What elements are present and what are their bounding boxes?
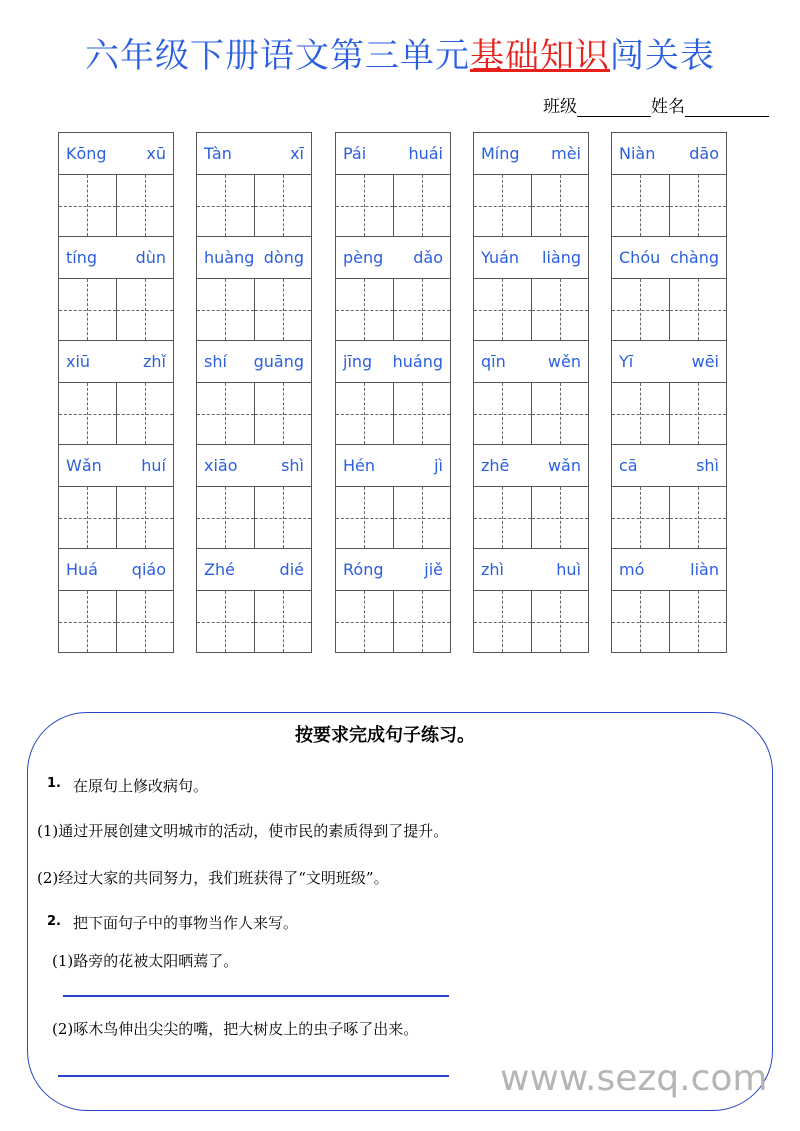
tianzige-cell[interactable] [117, 591, 174, 652]
pinyin-row [59, 133, 173, 175]
writing-grid [612, 591, 726, 652]
tianzige-cell[interactable] [394, 487, 451, 548]
tianzige-cell[interactable] [612, 487, 670, 548]
writing-grid [197, 175, 311, 237]
pinyin-row [59, 237, 173, 279]
pinyin-syllable: Chóu [619, 248, 661, 267]
pinyin-syllable: xī [290, 144, 304, 163]
pinyin-row [474, 341, 588, 383]
pinyin-syllable: dùn [135, 248, 166, 267]
tianzige-cell[interactable] [336, 487, 394, 548]
q1-prompt: 在原句上修改病句。 [73, 777, 209, 795]
pinyin-syllable: tíng [66, 248, 98, 267]
title-text-end: 闯关表 [610, 36, 715, 76]
writing-grid [197, 279, 311, 341]
pinyin-syllable: Wǎn [66, 456, 102, 475]
pinyin-row [612, 133, 726, 175]
pinyin-syllable: dòng [263, 248, 304, 267]
name-field[interactable] [685, 98, 769, 117]
tianzige-cell[interactable] [612, 175, 670, 236]
tianzige-cell[interactable] [474, 591, 532, 652]
name-row [543, 92, 769, 117]
pinyin-row [197, 133, 311, 175]
writing-grid [474, 175, 588, 237]
tianzige-cell[interactable] [336, 591, 394, 652]
writing-grid [336, 383, 450, 445]
writing-grid [59, 591, 173, 652]
writing-grid [612, 487, 726, 549]
pinyin-syllable: liàn [690, 560, 719, 579]
tianzige-cell[interactable] [197, 175, 255, 236]
word-column [335, 132, 451, 653]
pinyin-syllable: huái [408, 144, 443, 163]
pinyin-syllable: Zhé [204, 560, 235, 579]
tianzige-cell[interactable] [255, 279, 312, 340]
tianzige-cell[interactable] [532, 591, 589, 652]
pinyin-syllable: wēi [691, 352, 719, 371]
tianzige-cell[interactable] [59, 175, 117, 236]
pinyin-row [612, 341, 726, 383]
pinyin-syllable: chàng [669, 248, 719, 267]
tianzige-cell[interactable] [197, 591, 255, 652]
q2-prompt: 把下面句子中的事物当作人来写。 [73, 914, 299, 932]
pinyin-syllable: Huá [66, 560, 98, 579]
pinyin-row [59, 549, 173, 591]
tianzige-cell[interactable] [117, 175, 174, 236]
pinyin-row [474, 445, 588, 487]
tianzige-cell[interactable] [670, 591, 727, 652]
pinyin-syllable: Míng [481, 144, 520, 163]
writing-grid [197, 591, 311, 652]
pinyin-syllable: dāo [689, 144, 719, 163]
title-text: 六年级下册语文第三单元 [85, 36, 470, 76]
page-title [0, 28, 800, 77]
q2-number: 2. [47, 914, 61, 929]
pinyin-row [197, 445, 311, 487]
tianzige-cell[interactable] [255, 383, 312, 444]
pinyin-syllable: xū [146, 144, 166, 163]
writing-grid [197, 383, 311, 445]
writing-grid [197, 487, 311, 549]
pinyin-row [336, 445, 450, 487]
pinyin-syllable: shì [696, 456, 719, 475]
writing-grid [59, 279, 173, 341]
writing-grid [612, 383, 726, 445]
pinyin-row [612, 445, 726, 487]
tianzige-cell[interactable] [670, 175, 727, 236]
pinyin-row [336, 133, 450, 175]
pinyin-syllable: Pái [343, 144, 367, 163]
writing-grid [59, 487, 173, 549]
tianzige-cell[interactable] [394, 175, 451, 236]
pinyin-syllable: xiāo [204, 456, 238, 475]
writing-grid [336, 175, 450, 237]
class-label: 班级 [543, 97, 577, 117]
word-column [473, 132, 589, 653]
pinyin-row [59, 341, 173, 383]
pinyin-syllable: mèi [551, 144, 581, 163]
word-column [58, 132, 174, 653]
watermark: www.sezq.com [500, 1058, 768, 1099]
pinyin-row [197, 237, 311, 279]
pinyin-syllable: shì [281, 456, 304, 475]
pinyin-syllable: mó [619, 560, 645, 579]
pinyin-row [336, 341, 450, 383]
writing-grid [474, 383, 588, 445]
answer-line-2[interactable] [58, 1075, 449, 1077]
pinyin-syllable: Róng [343, 560, 384, 579]
writing-grid [474, 591, 588, 652]
pinyin-syllable: Niàn [619, 144, 656, 163]
pinyin-syllable: wǎn [547, 456, 581, 475]
pinyin-syllable: cā [619, 456, 638, 475]
pinyin-syllable: huí [141, 456, 166, 475]
answer-line-1[interactable] [63, 995, 449, 997]
pinyin-row [197, 549, 311, 591]
pinyin-row [474, 237, 588, 279]
tianzige-cell[interactable] [532, 279, 589, 340]
tianzige-cell[interactable] [255, 175, 312, 236]
pinyin-syllable: zhǐ [143, 352, 166, 371]
pinyin-syllable: jīng [343, 352, 373, 371]
pinyin-syllable: huì [556, 560, 581, 579]
pinyin-row [474, 133, 588, 175]
pinyin-syllable: liàng [542, 248, 581, 267]
tianzige-cell[interactable] [197, 383, 255, 444]
tianzige-cell[interactable] [394, 279, 451, 340]
pinyin-syllable: huàng [204, 248, 255, 267]
tianzige-cell[interactable] [59, 383, 117, 444]
tianzige-cell[interactable] [197, 279, 255, 340]
tianzige-cell[interactable] [474, 383, 532, 444]
title-highlight: 基础知识 [470, 36, 610, 76]
writing-grid [612, 175, 726, 237]
tianzige-cell[interactable] [670, 487, 727, 548]
writing-grid [474, 279, 588, 341]
tianzige-cell[interactable] [532, 383, 589, 444]
pinyin-syllable: qiáo [131, 560, 166, 579]
pinyin-row [612, 237, 726, 279]
pinyin-syllable: dǎo [413, 248, 443, 267]
pinyin-syllable: Hén [343, 456, 376, 475]
pinyin-syllable: jì [434, 456, 443, 475]
pinyin-syllable: zhì [481, 560, 504, 579]
exercise-title: 按要求完成句子练习。 [295, 725, 475, 746]
pinyin-syllable: jiě [424, 560, 443, 579]
pinyin-syllable: shí [204, 352, 227, 371]
pinyin-syllable: pèng [343, 248, 384, 267]
tianzige-cell[interactable] [59, 487, 117, 548]
word-column [196, 132, 312, 653]
q1-sentence-1[interactable]: (1)通过开展创建文明城市的活动，使市民的素质得到了提升。 [37, 822, 449, 840]
q1-sentence-2[interactable]: (2)经过大家的共同努力，我们班获得了“文明班级”。 [37, 869, 389, 887]
pinyin-row [612, 549, 726, 591]
pinyin-syllable: Tàn [204, 144, 232, 163]
tianzige-cell[interactable] [612, 279, 670, 340]
tianzige-cell[interactable] [197, 487, 255, 548]
writing-grid [59, 383, 173, 445]
pinyin-row [474, 549, 588, 591]
tianzige-cell[interactable] [336, 175, 394, 236]
pinyin-syllable: qīn [481, 352, 506, 371]
class-field[interactable] [577, 98, 651, 117]
pinyin-syllable: xiū [66, 352, 91, 371]
q1-number: 1. [47, 776, 61, 791]
pinyin-syllable: wěn [547, 352, 581, 371]
tianzige-cell[interactable] [336, 279, 394, 340]
q2-sentence-1: (1)路旁的花被太阳晒蔫了。 [52, 952, 239, 970]
tianzige-cell[interactable] [474, 175, 532, 236]
writing-grid [474, 487, 588, 549]
tianzige-cell[interactable] [670, 279, 727, 340]
pinyin-syllable: guāng [253, 352, 304, 371]
pinyin-syllable: zhē [481, 456, 510, 475]
pinyin-row [197, 341, 311, 383]
writing-grid [336, 487, 450, 549]
pinyin-syllable: Kōng [66, 144, 107, 163]
tianzige-cell[interactable] [117, 487, 174, 548]
tianzige-cell[interactable] [612, 591, 670, 652]
name-label: 姓名 [651, 97, 685, 117]
writing-grid [59, 175, 173, 237]
tianzige-cell[interactable] [474, 279, 532, 340]
tianzige-cell[interactable] [59, 279, 117, 340]
tianzige-cell[interactable] [394, 383, 451, 444]
q2-sentence-2: (2)啄木鸟伸出尖尖的嘴，把大树皮上的虫子啄了出来。 [52, 1020, 419, 1038]
tianzige-cell[interactable] [117, 279, 174, 340]
tianzige-cell[interactable] [532, 175, 589, 236]
writing-grid [612, 279, 726, 341]
pinyin-syllable: Yī [619, 352, 634, 371]
tianzige-cell[interactable] [255, 487, 312, 548]
writing-grid [336, 591, 450, 652]
tianzige-cell[interactable] [117, 383, 174, 444]
tianzige-cell[interactable] [532, 487, 589, 548]
pinyin-row [336, 237, 450, 279]
pinyin-row [59, 445, 173, 487]
pinyin-row [336, 549, 450, 591]
tianzige-cell[interactable] [255, 591, 312, 652]
pinyin-syllable: dié [279, 560, 304, 579]
writing-grid [336, 279, 450, 341]
tianzige-cell[interactable] [670, 383, 727, 444]
tianzige-cell[interactable] [612, 383, 670, 444]
tianzige-cell[interactable] [336, 383, 394, 444]
word-column [611, 132, 727, 653]
pinyin-syllable: huáng [392, 352, 443, 371]
pinyin-syllable: Yuán [481, 248, 520, 267]
tianzige-cell[interactable] [474, 487, 532, 548]
tianzige-cell[interactable] [59, 591, 117, 652]
tianzige-cell[interactable] [394, 591, 451, 652]
